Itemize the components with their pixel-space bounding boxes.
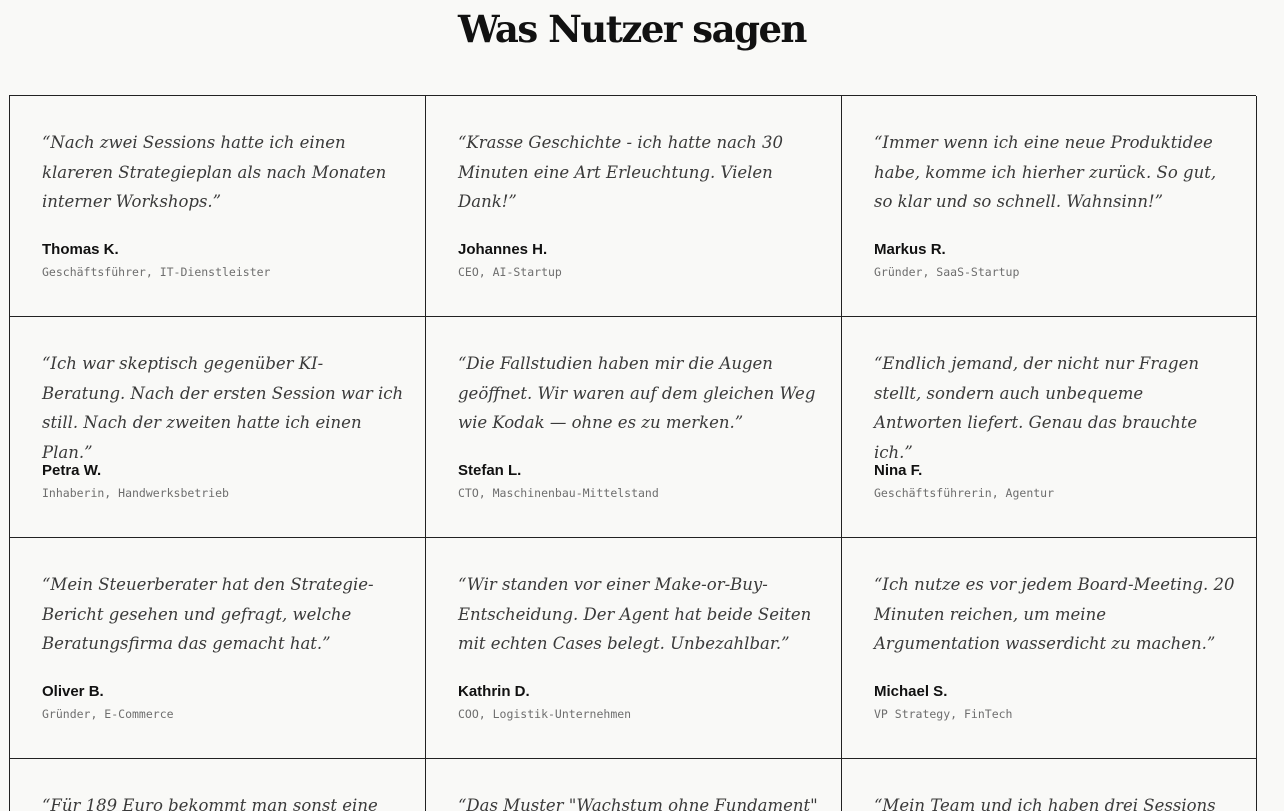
testimonial-quote: “Ich war skeptisch gegenüber KI-Beratung. Nach der ersten Session war ich still. Nach der zweiten hatte ich einen Plan.” bbox=[42, 354, 404, 462]
section-title: Was Nutzer sagen bbox=[458, 7, 806, 51]
testimonial-quote: “Mein Steuerberater hat den Strategie-Bericht gesehen und gefragt, welche Beratungsfirma das gemacht hat.” bbox=[42, 575, 374, 653]
testimonial-quote: “Die Fallstudien haben mir die Augen geöffnet. Wir waren auf dem gleichen Weg wie Kodak — ohne es zu merken.” bbox=[458, 354, 816, 432]
testimonial-author: Michael S. bbox=[874, 683, 948, 700]
testimonial-quote: “Nach zwei Sessions hatte ich einen klareren Strategieplan als nach Monaten interner Workshops.” bbox=[42, 133, 387, 211]
testimonial-card bbox=[842, 317, 1257, 538]
testimonial-role: COO, Logistik-Unternehmen bbox=[458, 707, 632, 721]
testimonial-author: Kathrin D. bbox=[458, 683, 530, 700]
testimonial-author: Markus R. bbox=[874, 241, 946, 258]
testimonial-role: Gründer, SaaS-Startup bbox=[874, 265, 1020, 279]
testimonial-card bbox=[426, 538, 842, 759]
testimonial-role: VP Strategy, FinTech bbox=[874, 707, 1013, 721]
testimonial-role: Inhaberin, Handwerksbetrieb bbox=[42, 486, 229, 500]
testimonial-card bbox=[426, 759, 842, 811]
testimonial-author: Nina F. bbox=[874, 462, 923, 479]
testimonial-card bbox=[426, 317, 842, 538]
testimonial-card bbox=[10, 759, 426, 811]
testimonial-quote: “Endlich jemand, der nicht nur Fragen stellt, sondern auch unbequeme Antworten liefert. Genau das brauchte ich.” bbox=[874, 354, 1199, 462]
testimonial-quote: “Wir standen vor einer Make-or-Buy-Entscheidung. Der Agent hat beide Seiten mit echten Cases belegt. Unbezahlbar.” bbox=[458, 575, 812, 653]
testimonial-quote: “Krasse Geschichte - ich hatte nach 30 Minuten eine Art Erleuchtung. Vielen Dank!” bbox=[458, 133, 784, 211]
testimonial-card bbox=[842, 538, 1257, 759]
testimonial-quote: “Mein Team und ich haben drei Sessions bbox=[874, 796, 1216, 811]
testimonial-grid bbox=[9, 95, 1256, 811]
testimonial-role: Geschäftsführerin, Agentur bbox=[874, 486, 1055, 500]
testimonial-card bbox=[426, 96, 842, 317]
testimonial-quote: “Für 189 Euro bekommt man sonst eine bbox=[42, 796, 378, 811]
testimonial-role: Gründer, E-Commerce bbox=[42, 707, 174, 721]
testimonial-quote: “Immer wenn ich eine neue Produktidee habe, komme ich hierher zurück. So gut, so klar und so schnell. Wahnsinn!” bbox=[874, 133, 1217, 211]
testimonial-card bbox=[842, 759, 1257, 811]
testimonial-role: CTO, Maschinenbau-Mittelstand bbox=[458, 486, 659, 500]
testimonial-quote: “Das Muster "Wachstum ohne Fundament" bbox=[458, 796, 818, 811]
testimonial-card bbox=[10, 96, 426, 317]
testimonial-author: Petra W. bbox=[42, 462, 102, 479]
testimonial-author: Oliver B. bbox=[42, 683, 104, 700]
testimonial-author: Thomas K. bbox=[42, 241, 119, 258]
testimonial-role: Geschäftsführer, IT-Dienstleister bbox=[42, 265, 271, 279]
testimonial-card bbox=[842, 96, 1257, 317]
testimonial-author: Stefan L. bbox=[458, 462, 522, 479]
testimonial-author: Johannes H. bbox=[458, 241, 548, 258]
testimonial-role: CEO, AI-Startup bbox=[458, 265, 562, 279]
testimonial-card bbox=[10, 538, 426, 759]
testimonial-quote: “Ich nutze es vor jedem Board-Meeting. 20 Minuten reichen, um meine Argumentation wasserdicht zu machen.” bbox=[874, 575, 1235, 653]
testimonial-card bbox=[10, 317, 426, 538]
